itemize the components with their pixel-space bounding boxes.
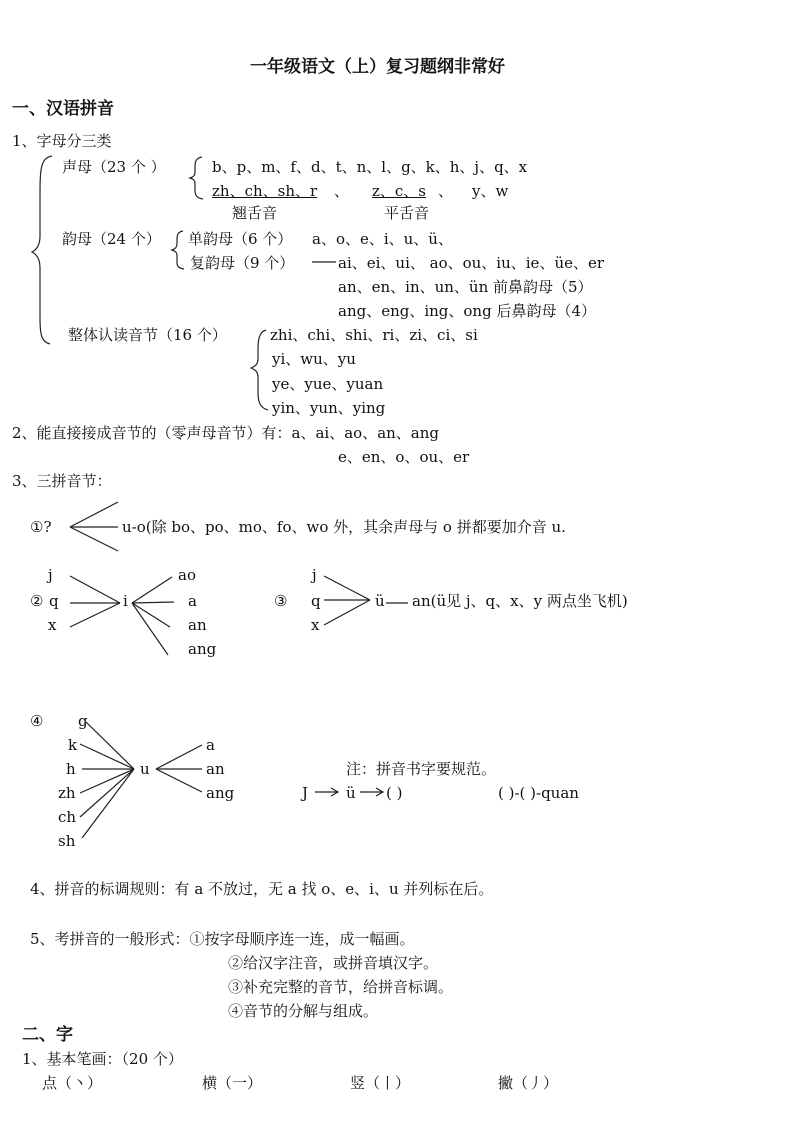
section-heading-zi: 二、字: [22, 1025, 73, 1045]
d3-left-x: x: [311, 616, 320, 634]
shengmu-qiaoshe: zh、ch、sh、r: [212, 182, 318, 200]
d2-line-ang: [132, 603, 168, 655]
d4-left-ch: ch: [58, 808, 77, 826]
dan-yunmu-value: a、o、e、i、u、ü、: [312, 230, 453, 248]
d2-left-x: x: [48, 616, 57, 634]
d4-line-zh: [80, 769, 134, 793]
d4-left-g: g: [78, 712, 88, 730]
d2-line-x: [70, 603, 120, 627]
section2-item1: 1、基本笔画：（20 个）: [22, 1050, 183, 1068]
item5-line4: ④音节的分解与组成。: [228, 1002, 379, 1020]
item1-label: 1、字母分三类: [12, 132, 112, 150]
shengmu-yw: y、w: [472, 182, 509, 200]
d2-right-ao: ao: [178, 566, 196, 584]
stroke-dian: 点（丶）: [42, 1074, 103, 1092]
d3-number: ③: [274, 592, 288, 610]
d2-number: ②: [30, 592, 44, 610]
d4-number: ④: [30, 712, 44, 730]
yunmu-brace: [172, 231, 184, 269]
d3-left-j: j: [312, 566, 317, 584]
zhengti-brace: [251, 330, 268, 410]
d1-line-bot: [70, 527, 118, 551]
d4-line-sh: [82, 769, 134, 838]
d1-number: ①?: [30, 518, 52, 536]
d3-line-x: [324, 600, 370, 625]
item4-text: 4、拼音的标调规则：有 a 不放过，无 a 找 o、e、i、u 并列标在后。: [30, 880, 494, 898]
d3-mid-u: ü: [375, 592, 385, 610]
d2-right-ang: ang: [188, 640, 217, 658]
item5-line2: ②给汉字注音，或拼音填汉字。: [228, 954, 439, 972]
zhengti-line2: yi、wu、yu: [272, 350, 356, 368]
d1-line-top: [70, 502, 118, 527]
d2-line-ao: [132, 577, 172, 603]
item2-label: 2、能直接接成音节的（零声母音节）有：a、ai、ao、an、ang: [12, 424, 440, 442]
zhengti-label: 整体认读音节（16 个）: [68, 326, 227, 344]
eq-blank-2: ( )-( )-quan: [498, 784, 579, 802]
item5-line3: ③补充完整的音节，给拼音标调。: [228, 978, 454, 996]
d4-left-sh: sh: [58, 832, 76, 850]
section-heading-pinyin: 一、汉语拼音: [12, 99, 114, 119]
stroke-pie: 撇（丿）: [498, 1074, 559, 1092]
shengmu-sep2: 、: [438, 182, 454, 200]
d4-left-h: h: [66, 760, 76, 778]
d4-mid-u: u: [140, 760, 150, 778]
hou-bi-yunmu: ang、eng、ing、ong 后鼻韵母（4）: [338, 302, 597, 320]
qiaoshe-label: 翘舌音: [232, 204, 278, 222]
item3-label: 3、三拼音节：: [12, 472, 112, 490]
d3-right-an: an(ü见 j、q、x、y 两点坐飞机): [412, 592, 628, 610]
qian-bi-yunmu: an、en、in、un、ün 前鼻韵母（5）: [338, 278, 593, 296]
d2-right-an: an: [188, 616, 207, 634]
d4-line-a: [156, 745, 202, 769]
d2-right-a: a: [188, 592, 197, 610]
d4-line-ang: [156, 769, 202, 792]
d3-left-q: q: [311, 592, 321, 610]
d4-left-k: k: [68, 736, 78, 754]
zhengti-line4: yin、yun、ying: [272, 399, 386, 417]
eq-u: ü: [346, 784, 356, 802]
d4-left-zh: zh: [58, 784, 76, 802]
d2-line-a: [132, 602, 174, 603]
d2-line-an: [132, 603, 170, 627]
d2-mid-i: i: [123, 592, 128, 610]
d1-text: u-o(除 bo、po、mo、fo、wo 外，其余声母与 o 拼都要加介音 u.: [122, 518, 566, 536]
note-text: 注：拼音书字要规范。: [346, 760, 497, 778]
yunmu-label: 韵母（24 个）: [62, 230, 161, 248]
page-title: 一年级语文（上）复习题纲非常好: [250, 57, 505, 77]
d3-line-j: [324, 576, 370, 600]
shengmu-pingshe: z、c、s: [372, 182, 427, 200]
big-brace: [32, 156, 52, 344]
stroke-shu: 竖（丨）: [350, 1074, 411, 1092]
stroke-heng: 横（一）: [202, 1074, 263, 1092]
zhengti-line1: zhi、chi、shi、ri、zi、ci、si: [270, 326, 478, 344]
shengmu-brace: [190, 157, 203, 199]
dan-yunmu-label: 单韵母（6 个）: [188, 230, 293, 248]
shengmu-label: 声母（23 个 ）: [62, 158, 166, 176]
item2-line2: e、en、o、ou、er: [338, 448, 470, 466]
eq-j: J: [302, 784, 309, 802]
d2-left-q: q: [49, 592, 59, 610]
d4-line-g: [86, 722, 134, 769]
d4-line-k: [80, 744, 134, 769]
item5-label: 5、考拼音的一般形式：①按字母顺序连一连，成一幅画。: [30, 930, 415, 948]
d2-line-j: [70, 576, 120, 603]
fu-yunmu-label: 复韵母（9 个）: [190, 254, 295, 272]
fu-yunmu-value: ai、ei、ui、 ao、ou、iu、ie、üe、er: [338, 254, 605, 272]
d4-right-an: an: [206, 760, 225, 778]
d2-left-j: j: [48, 566, 53, 584]
pingshe-label: 平舌音: [384, 204, 430, 222]
shengmu-line1: b、p、m、f、d、t、n、l、g、k、h、j、q、x: [212, 158, 528, 176]
shengmu-sep: 、: [334, 182, 350, 200]
zhengti-line3: ye、yue、yuan: [272, 375, 384, 393]
d4-right-a: a: [206, 736, 215, 754]
eq-blank-1: ( ): [386, 784, 403, 802]
d4-line-ch: [80, 769, 134, 817]
d4-right-ang: ang: [206, 784, 235, 802]
